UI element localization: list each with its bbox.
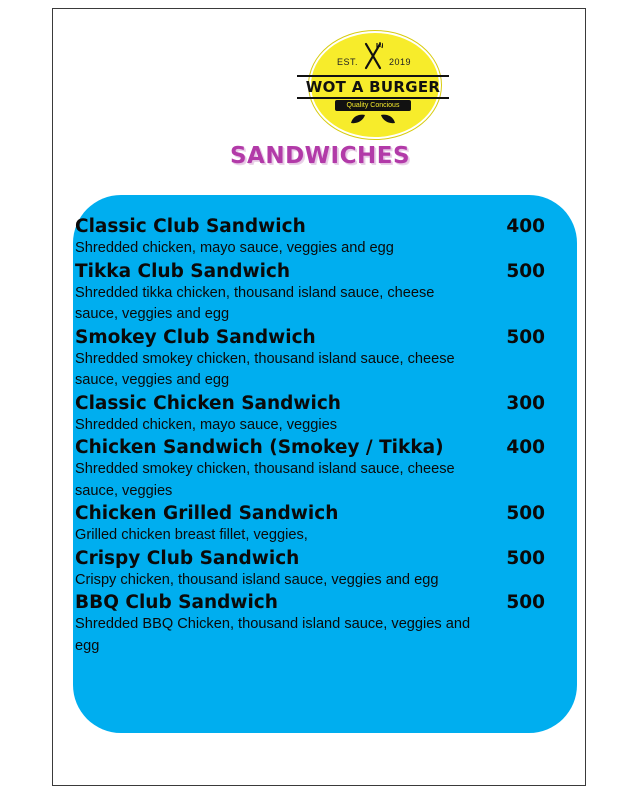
- item-description: Shredded smokey chicken, thousand island sauce, cheese sauce, veggies and egg: [75, 350, 455, 388]
- section-title: SANDWICHES: [229, 143, 411, 169]
- item-price: 500: [506, 326, 545, 348]
- item-name: Smokey Club Sandwich: [75, 326, 316, 348]
- menu-item: [75, 260, 545, 326]
- menu-item: [75, 326, 545, 392]
- item-description: Shredded chicken, mayo sauce, veggies: [75, 416, 338, 433]
- logo-est: EST.: [337, 57, 359, 67]
- item-name: Classic Club Sandwich: [75, 216, 306, 237]
- item-name: Crispy Club Sandwich: [75, 547, 300, 569]
- menu-item: [75, 436, 545, 502]
- menu-item: [75, 591, 545, 657]
- logo-wordmark: WOT A BURGER: [297, 75, 449, 99]
- item-price: 500: [506, 503, 545, 524]
- item-description: Shredded BBQ Chicken, thousand island sauce, veggies and egg: [75, 616, 471, 654]
- menu-item: [75, 215, 545, 260]
- item-name: Chicken Sandwich (Smokey / Tikka): [75, 437, 444, 458]
- item-name: Chicken Grilled Sandwich: [75, 503, 339, 524]
- item-name: Classic Chicken Sandwich: [75, 392, 341, 414]
- item-price: 500: [506, 547, 545, 569]
- item-description: Crispy chicken, thousand island sauce, veggies and egg: [75, 571, 439, 588]
- menu-page: [52, 8, 586, 786]
- menu-list: [75, 215, 545, 657]
- logo-tagline: Quality Concious: [335, 100, 411, 111]
- menu-item: [75, 502, 545, 547]
- item-description: Shredded chicken, mayo sauce, veggies and egg: [75, 240, 394, 256]
- item-price: 500: [506, 260, 545, 282]
- leaf-icon: [349, 113, 367, 125]
- brand-logo: [297, 31, 449, 135]
- leaf-icon: [379, 113, 397, 125]
- item-price: 300: [506, 392, 545, 414]
- item-price: 400: [506, 437, 545, 458]
- item-name: Tikka Club Sandwich: [75, 260, 291, 282]
- item-description: Shredded tikka chicken, thousand island sauce, cheese sauce, veggies and egg: [75, 284, 435, 322]
- item-name: BBQ Club Sandwich: [75, 592, 278, 613]
- item-price: 400: [506, 216, 545, 237]
- logo-year: 2019: [389, 57, 412, 67]
- item-description: Grilled chicken breast fillet, veggies,: [75, 527, 308, 543]
- item-description: Shredded smokey chicken, thousand island sauce, cheese sauce, veggies: [75, 461, 455, 499]
- fork-knife-icon: [363, 41, 383, 71]
- menu-item: [75, 392, 545, 437]
- menu-item: [75, 547, 545, 592]
- item-price: 500: [506, 592, 545, 613]
